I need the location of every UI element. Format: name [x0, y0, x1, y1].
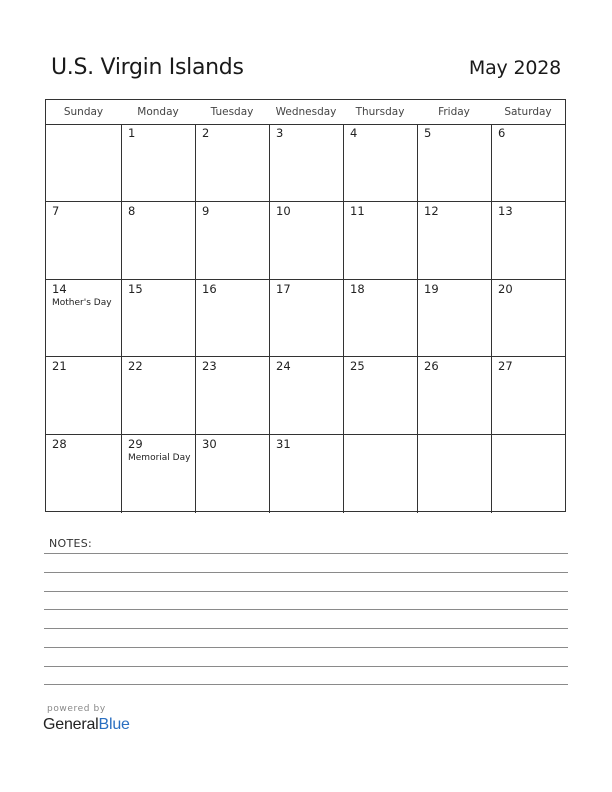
note-line — [44, 628, 568, 629]
day-cell — [417, 280, 491, 358]
day-cell — [343, 357, 417, 435]
day-cell — [46, 280, 121, 358]
weekday-friday: Friday — [438, 106, 470, 118]
day-cell — [121, 435, 195, 513]
day-cell — [46, 357, 121, 435]
day-number: 9 — [202, 204, 210, 218]
calendar-grid — [45, 99, 566, 512]
note-line — [44, 609, 568, 610]
day-cell — [195, 202, 269, 280]
day-number: 21 — [52, 359, 67, 373]
day-cell — [491, 280, 565, 358]
day-cell — [269, 280, 343, 358]
day-cell — [121, 124, 195, 202]
day-cell — [46, 202, 121, 280]
day-number: 13 — [498, 204, 513, 218]
day-number: 16 — [202, 282, 217, 296]
day-number: 3 — [276, 126, 284, 140]
day-cell — [121, 280, 195, 358]
day-number: 1 — [128, 126, 136, 140]
day-number: 14 — [52, 282, 67, 296]
day-cell — [195, 357, 269, 435]
day-number: 27 — [498, 359, 513, 373]
day-number: 31 — [276, 437, 291, 451]
day-cell — [269, 357, 343, 435]
day-number: 26 — [424, 359, 439, 373]
weekday-wednesday: Wednesday — [275, 106, 337, 118]
day-cell — [121, 357, 195, 435]
powered-by-text: powered by — [47, 704, 106, 714]
weekday-saturday: Saturday — [504, 106, 552, 118]
day-number: 25 — [350, 359, 365, 373]
week-row — [46, 356, 565, 435]
day-number: 29 — [128, 437, 143, 451]
day-number: 8 — [128, 204, 136, 218]
weekday-thursday: Thursday — [355, 106, 405, 118]
day-cell — [491, 357, 565, 435]
day-number: 20 — [498, 282, 513, 296]
day-cell — [195, 280, 269, 358]
day-cell — [417, 124, 491, 202]
week-row — [46, 124, 565, 202]
week-row — [46, 434, 565, 513]
generalblue-logo[interactable] — [43, 716, 130, 734]
day-cell — [491, 202, 565, 280]
day-cell — [269, 124, 343, 202]
note-line — [44, 647, 568, 648]
day-number: 10 — [276, 204, 291, 218]
day-cell — [343, 124, 417, 202]
day-number: 17 — [276, 282, 291, 296]
calendar-title: U.S. Virgin Islands — [51, 55, 244, 80]
day-cell — [269, 202, 343, 280]
day-number: 2 — [202, 126, 210, 140]
day-number: 11 — [350, 204, 365, 218]
note-line — [44, 553, 568, 554]
day-cell — [343, 280, 417, 358]
day-number: 15 — [128, 282, 143, 296]
note-line — [44, 591, 568, 592]
day-number: 7 — [52, 204, 60, 218]
day-number: 4 — [350, 126, 358, 140]
day-cell — [417, 357, 491, 435]
weekday-header-row — [46, 100, 565, 125]
month-year-label: May 2028 — [468, 57, 561, 79]
day-cell — [343, 435, 417, 513]
day-number: 28 — [52, 437, 67, 451]
weekday-monday: Monday — [137, 106, 179, 118]
day-cell — [491, 124, 565, 202]
note-line — [44, 572, 568, 573]
day-cell — [491, 435, 565, 513]
notes-label: NOTES: — [49, 537, 93, 550]
day-cell — [417, 435, 491, 513]
brand-blue-text: Blue — [98, 716, 130, 733]
day-number: 23 — [202, 359, 217, 373]
day-number: 12 — [424, 204, 439, 218]
day-number: 19 — [424, 282, 439, 296]
day-cell — [46, 124, 121, 202]
day-cell — [343, 202, 417, 280]
day-cell — [269, 435, 343, 513]
note-line — [44, 684, 568, 685]
holiday-label: Mother's Day — [52, 298, 112, 308]
day-cell — [195, 124, 269, 202]
weekday-sunday: Sunday — [63, 106, 104, 118]
holiday-label: Memorial Day — [128, 453, 191, 463]
day-number: 22 — [128, 359, 143, 373]
weekday-tuesday: Tuesday — [210, 106, 254, 118]
day-cell — [121, 202, 195, 280]
day-cell — [46, 435, 121, 513]
day-cell — [417, 202, 491, 280]
day-number: 30 — [202, 437, 217, 451]
day-number: 24 — [276, 359, 291, 373]
brand-general-text: General — [43, 716, 99, 733]
day-cell — [195, 435, 269, 513]
note-line — [44, 666, 568, 667]
day-number: 5 — [424, 126, 432, 140]
week-row — [46, 201, 565, 280]
week-row — [46, 279, 565, 358]
day-number: 18 — [350, 282, 365, 296]
day-number: 6 — [498, 126, 506, 140]
